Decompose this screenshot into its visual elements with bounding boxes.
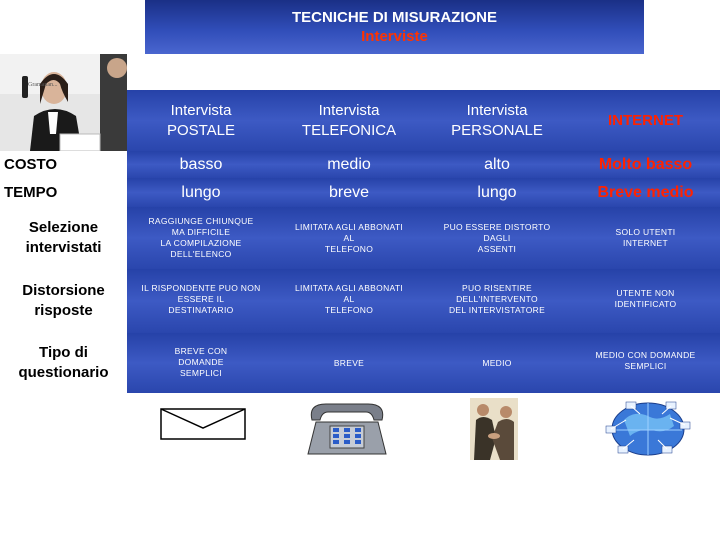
cell-text: LIMITATA AGLI ABBONATI: [295, 283, 403, 293]
header-personale-line2: PERSONALE: [451, 121, 543, 139]
row-label-tempo-text: TEMPO: [4, 183, 58, 201]
cell-distorsione-telefonica: [275, 269, 423, 333]
cell-text: BREVE: [333, 357, 365, 368]
cell-costo-telefonica-text: medio: [327, 155, 371, 173]
cell-distorsione-postale: [127, 269, 275, 333]
cell-text: AL: [343, 294, 355, 304]
cell-tempo-personale: [423, 178, 571, 207]
cell-text: ASSENTI: [477, 243, 517, 254]
header-telefonica-line2: TELEFONICA: [301, 121, 397, 139]
cell-text: SEMPLICI: [179, 368, 223, 378]
cell-costo-telefonica: [275, 151, 423, 178]
row-label-distorsione: [0, 269, 127, 333]
cell-text: LA COMPILAZIONE: [160, 238, 242, 248]
header-internet: [571, 90, 720, 151]
row-label-selezione-line1: Selezione: [28, 219, 99, 236]
cell-text: UTENTE NON: [616, 288, 675, 298]
cell-tempo-telefonica-text: breve: [328, 183, 370, 201]
cell-text: TELEFONO: [324, 243, 374, 254]
cell-selezione-postale: [127, 207, 275, 269]
envelope-icon: [160, 408, 246, 445]
header-personale: [423, 90, 571, 151]
cell-tempo-telefonica: [275, 178, 423, 207]
row-label-distorsione-line2: risposte: [34, 302, 93, 319]
cell-text: TELEFONO: [324, 305, 374, 315]
row-label-costo-text: COSTO: [4, 155, 58, 173]
row-label-tempo: [0, 178, 127, 207]
cell-tempo-personale-text: lungo: [477, 183, 517, 201]
cell-tempo-internet-text: Breve medio: [597, 183, 694, 201]
header-personale-line1: Intervista: [466, 101, 528, 119]
page-subtitle: Interviste: [361, 28, 428, 45]
row-label-costo: [0, 151, 127, 178]
cell-tempo-postale-text: lungo: [181, 183, 221, 201]
row-label-tipo-line1: Tipo di: [39, 344, 88, 361]
header-telefonica: [275, 90, 423, 151]
cell-selezione-internet: [571, 207, 720, 269]
cell-text: SOLO UTENTI: [615, 227, 676, 237]
row-label-distorsione-line1: Distorsione: [22, 282, 105, 299]
cell-text: ESSERE IL: [177, 294, 225, 304]
cell-selezione-personale: [423, 207, 571, 269]
row-label-selezione-line2: intervistati: [25, 239, 102, 256]
header-postale-line1: Intervista: [170, 101, 232, 119]
cell-costo-personale-text: alto: [484, 155, 510, 173]
cell-tipo-internet: [571, 333, 720, 393]
cell-tipo-personale: [423, 333, 571, 393]
cell-text: IL RISPONDENTE PUO NON: [141, 283, 261, 293]
cell-costo-personale: [423, 151, 571, 178]
cell-distorsione-personale: [423, 269, 571, 333]
cell-costo-internet: [571, 151, 720, 178]
header-postale-line2: POSTALE: [166, 121, 236, 139]
row-label-tipo-line2: questionario: [18, 364, 109, 381]
cell-text: DEL INTERVISTATORE: [448, 305, 546, 315]
cell-text: PUO RISENTIRE: [461, 283, 533, 293]
globe-network-icon: [604, 400, 692, 463]
cell-selezione-telefonica: [275, 207, 423, 269]
photo-watermark: Gramanan...: [28, 82, 58, 88]
cell-tempo-internet: [571, 178, 720, 207]
cell-text: INTERNET: [623, 238, 668, 248]
cell-text: DESTINATARIO: [168, 305, 234, 315]
cell-text: SEMPLICI: [624, 361, 667, 371]
handshake-icon: [470, 398, 518, 465]
row-label-tipo: [0, 333, 127, 393]
header-postale: [127, 90, 275, 151]
cell-text: DELL'INTERVENTO: [456, 294, 538, 304]
cell-text: DOMANDE: [178, 357, 224, 367]
cell-tipo-postale: [127, 333, 275, 393]
cell-text: BREVE CON: [174, 346, 228, 356]
telephone-icon: [306, 398, 388, 463]
cell-text: PUO ESSERE DISTORTO: [443, 221, 551, 232]
cell-text: RAGGIUNGE CHIUNQUE: [148, 216, 254, 226]
cell-distorsione-internet: [571, 269, 720, 333]
cell-costo-postale: basso: [127, 151, 275, 178]
cell-tempo-postale: [127, 178, 275, 207]
cell-text: LIMITATA AGLI ABBONATI: [295, 221, 403, 232]
cell-text: MEDIO: [482, 357, 512, 368]
cell-text: MEDIO CON DOMANDE: [595, 350, 696, 360]
cell-text: DELL'ELENCO: [170, 249, 232, 259]
cell-text: IDENTIFICATO: [614, 299, 677, 309]
header-internet-label: INTERNET: [608, 111, 683, 129]
title-banner: [145, 0, 644, 54]
cell-costo-internet-text: Molto basso: [598, 155, 693, 173]
cell-text: AL: [343, 232, 355, 243]
cell-text: DAGLI: [483, 232, 511, 243]
interviewer-photo: [0, 54, 127, 151]
row-label-selezione: [0, 207, 127, 269]
cell-tipo-telefonica: [275, 333, 423, 393]
header-telefonica-line1: Intervista: [318, 101, 380, 119]
cell-text: MA DIFFICILE: [171, 227, 231, 237]
page-title: TECNICHE DI MISURAZIONE: [291, 9, 497, 26]
